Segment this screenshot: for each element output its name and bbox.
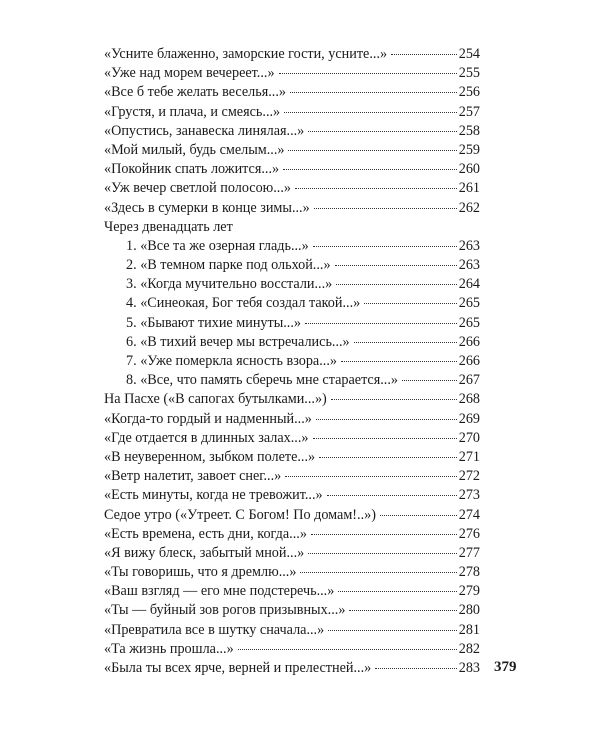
toc-entry-page: 276	[458, 525, 480, 542]
toc-entry-title: «Я вижу блеск, забытый мной...»	[104, 544, 305, 561]
toc-entry-title: «В неуверенном, зыбком полете...»	[104, 448, 316, 465]
toc-entry-title: «Мой милый, будь смелым...»	[104, 141, 285, 158]
toc-entry-page: 273	[458, 487, 480, 504]
toc-entry-title: «Усните блаженно, заморские гости, усните...»	[104, 46, 388, 62]
toc-entry-page: 258	[458, 122, 480, 139]
toc-entry	[104, 486, 480, 505]
toc-entry	[104, 640, 480, 659]
toc-entry-page: 260	[458, 161, 480, 178]
dot-leader	[284, 112, 457, 113]
dot-leader	[319, 457, 457, 458]
toc-entry-page: 267	[458, 372, 480, 389]
toc-entry	[104, 45, 480, 64]
toc-entry	[104, 563, 480, 582]
toc-entry-page: 271	[458, 448, 480, 465]
toc-entry	[104, 410, 480, 429]
toc-entry-page: 281	[458, 621, 480, 638]
toc-entry	[104, 448, 480, 467]
page-number: 379	[494, 659, 517, 675]
toc-entry	[104, 103, 480, 122]
toc-entry	[104, 582, 480, 601]
dot-leader	[283, 169, 457, 170]
dot-leader	[313, 246, 457, 247]
toc-entry-page: 257	[458, 103, 480, 120]
toc-entry-title: «Есть минуты, когда не тревожит...»	[104, 487, 323, 504]
dot-leader	[354, 342, 457, 343]
toc-entry-page: 278	[458, 564, 480, 581]
dot-leader	[335, 265, 457, 266]
toc-entry-page: 279	[458, 583, 480, 600]
toc-entry-title: «Есть времена, есть дни, когда...»	[104, 525, 307, 542]
toc-entry	[104, 179, 480, 198]
toc-entry	[104, 621, 480, 640]
toc-entry-title: «Все б тебе желать веселья...»	[104, 84, 286, 101]
dot-leader	[391, 54, 457, 55]
toc-entry-title: 1. «Все та же озерная гладь...»	[126, 237, 309, 254]
toc-entry-page: 266	[458, 333, 480, 350]
toc-entry	[104, 83, 480, 102]
dot-leader	[402, 380, 457, 381]
toc-subentry	[104, 237, 480, 256]
toc-entry-title: «Где отдается в длинных залах...»	[104, 429, 309, 446]
toc-entry-title: «Опустись, занавеска линялая...»	[104, 122, 305, 139]
dot-leader	[375, 668, 457, 669]
toc-entry-title: «Ветр налетит, завоет снег...»	[104, 468, 282, 485]
dot-leader	[311, 534, 457, 535]
toc-entry-page: 254	[458, 46, 480, 62]
toc-entry-page: 277	[458, 544, 480, 561]
toc-subentry	[104, 352, 480, 371]
toc-entry-page: 259	[458, 141, 480, 158]
toc-entry-page: 266	[458, 353, 480, 369]
dot-leader	[331, 399, 457, 400]
dot-leader	[380, 515, 457, 516]
toc-entry	[104, 601, 480, 620]
toc-entry-title: «Та жизнь прошла...»	[104, 640, 234, 657]
toc-entry-page: 265	[458, 295, 480, 312]
dot-leader	[327, 495, 457, 496]
dot-leader	[328, 630, 457, 631]
toc-entry-title: «Грустя, и плача, и смеясь...»	[104, 103, 281, 120]
toc-entry	[104, 429, 480, 448]
toc-entry-page: 269	[458, 410, 480, 427]
toc-entry-title: 2. «В темном парке под ольхой...»	[126, 257, 331, 274]
toc-entry	[104, 659, 480, 678]
toc-entry	[104, 506, 480, 525]
toc-entry-title: «Покойник спать ложится...»	[104, 161, 280, 178]
dot-leader	[300, 572, 456, 573]
dot-leader	[279, 73, 457, 74]
dot-leader	[238, 649, 457, 650]
dot-leader	[305, 323, 457, 324]
toc-entry	[104, 525, 480, 544]
toc-entry-title: «Когда-то гордый и надменный...»	[104, 410, 312, 427]
toc-entry	[104, 390, 480, 409]
toc-entry	[104, 141, 480, 160]
toc-entry-title: «Здесь в сумерки в конце зимы...»	[104, 199, 310, 216]
toc-entry-title: «Ты говоришь, что я дремлю...»	[104, 564, 297, 581]
toc-entry-title: «Была ты всех ярче, верней и прелестней...»	[104, 660, 372, 676]
toc-entry-title: «Уже над морем вечереет...»	[104, 65, 275, 82]
toc-entry	[104, 199, 480, 218]
toc-entry-title: На Пасхе («В сапогах бутылками...»)	[104, 391, 327, 408]
toc-subentry	[104, 314, 480, 333]
toc-entry	[104, 467, 480, 486]
toc-entry-page: 262	[458, 199, 480, 216]
toc-entry	[104, 160, 480, 179]
toc-subentry	[104, 275, 480, 294]
toc-entry-page: 280	[458, 602, 480, 619]
toc-entry-page: 264	[458, 276, 480, 293]
toc-entry-page: 270	[458, 429, 480, 446]
toc-entry-title: Седое утро («Утреет. С Богом! По домам!..»)	[104, 506, 376, 523]
dot-leader	[295, 188, 457, 189]
toc-subentry	[104, 256, 480, 275]
toc-entry-title: 7. «Уже померкла ясность взора...»	[126, 353, 337, 369]
toc-entry	[104, 64, 480, 83]
toc-entry-page: 272	[458, 468, 480, 485]
dot-leader	[338, 591, 456, 592]
toc-entry-page: 265	[458, 314, 480, 331]
toc-entry-title: 8. «Все, что память сберечь мне старается...»	[126, 372, 398, 389]
toc-entry-title: 6. «В тихий вечер мы встречались...»	[126, 333, 350, 350]
toc-entry	[104, 544, 480, 563]
toc-entry-title: 4. «Синеокая, Бог тебя создал такой...»	[126, 295, 361, 312]
toc-entry	[104, 122, 480, 141]
toc-subentry	[104, 333, 480, 352]
toc-entry-page: 263	[458, 237, 480, 254]
toc-entry-title: «Уж вечер светлой полосою...»	[104, 180, 291, 197]
toc-entry-title: «Ты — буйный зов рогов призывных...»	[104, 602, 346, 619]
toc-entry-page: 283	[458, 660, 480, 676]
toc-entry-page: 263	[458, 257, 480, 274]
dot-leader	[341, 361, 457, 362]
toc-entry-title: «Ваш взгляд — его мне подстеречь...»	[104, 583, 335, 600]
dot-leader	[288, 150, 456, 151]
toc-entry-page: 268	[458, 391, 480, 408]
dot-leader	[316, 419, 457, 420]
toc-entry-page: 282	[458, 640, 480, 657]
toc-entry-title: «Превратила все в шутку сначала...»	[104, 621, 325, 638]
dot-leader	[349, 610, 456, 611]
dot-leader	[313, 438, 457, 439]
dot-leader	[314, 208, 457, 209]
toc-subentry	[104, 294, 480, 313]
table-of-contents	[104, 45, 480, 678]
dot-leader	[308, 131, 456, 132]
dot-leader	[336, 284, 456, 285]
toc-entry-page: 261	[458, 180, 480, 197]
toc-entry-page: 256	[458, 84, 480, 101]
toc-section-heading: Через двенадцать лет	[104, 218, 233, 235]
toc-entry-title: 3. «Когда мучительно восстали...»	[126, 276, 333, 293]
toc-entry-page: 255	[458, 65, 480, 82]
dot-leader	[364, 303, 456, 304]
dot-leader	[285, 476, 456, 477]
dot-leader	[290, 92, 457, 93]
dot-leader	[308, 553, 456, 554]
toc-entry-page: 274	[458, 506, 480, 523]
toc-subentry	[104, 371, 480, 390]
toc-entry-title: 5. «Бывают тихие минуты...»	[126, 314, 301, 331]
